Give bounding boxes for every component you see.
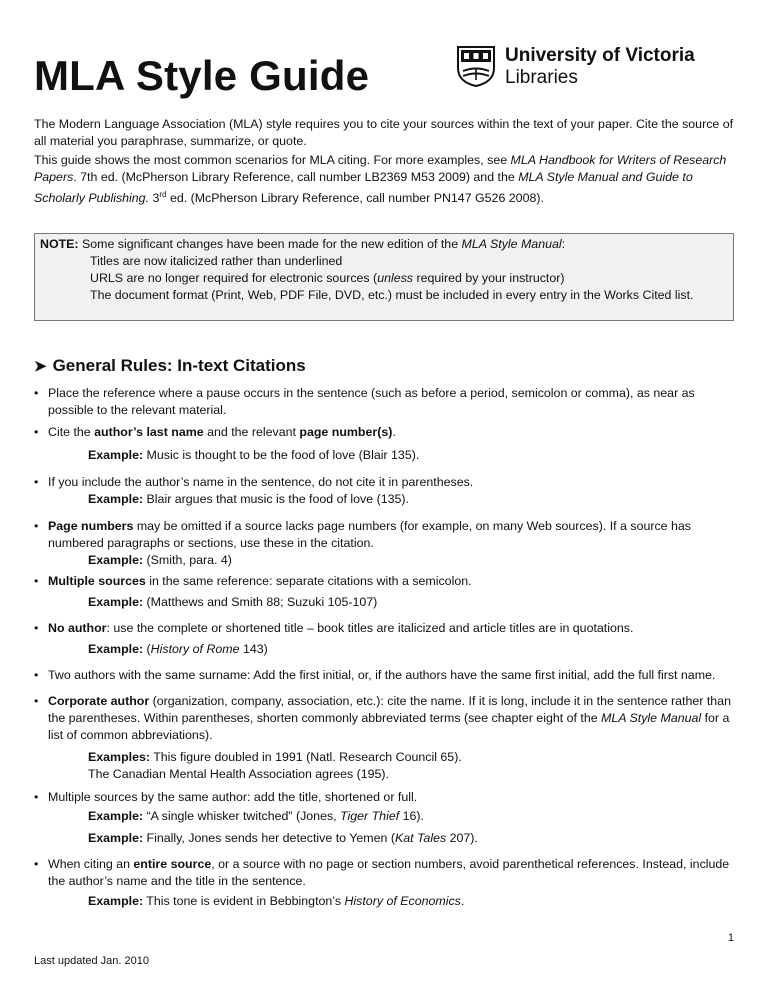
uvic-crest-icon xyxy=(455,44,497,88)
intro-paragraph-1: The Modern Language Association (MLA) style requires you to cite your sources within the text of your paper. Cite the source of all material you paraphrase, summarize, or quote. xyxy=(34,117,734,148)
example-line: Example: (History of Rome 143) xyxy=(88,642,268,656)
intro-paragraph-2: This guide shows the most common scenarios for MLA citing. For more examples, see MLA Handbook for Writers of Research Papers. 7th ed. (McPherson Library Reference, call number LB2369 M53 2009) and the MLA Style Manual and Guide to Scholarly Publishing. 3rd ed. (McPherson Library Reference, call number PN147 G526 2008). xyxy=(34,153,727,206)
note-line-3: The document format (Print, Web, PDF File, DVD, etc.) must be included in every entry in the Works Cited list. xyxy=(90,288,694,302)
bullet-icon: • xyxy=(34,668,39,682)
example-line: Example: (Matthews and Smith 88; Suzuki 105-107) xyxy=(88,595,378,609)
example-line: Examples: This figure doubled in 1991 (Natl. Research Council 65). xyxy=(88,750,462,764)
bullet-icon: • xyxy=(34,574,39,588)
example-line: The Canadian Mental Health Association agrees (195). xyxy=(88,767,389,781)
note-box xyxy=(34,233,734,321)
list-item: • Multiple sources by the same author: add the title, shortened or full. Example: “A single whisker twitched” (Jones, Tiger Thief 16). Example: Finally, Jones sends her detective to Yemen (Kat Tales 207). xyxy=(34,789,739,847)
bullet-icon: • xyxy=(34,519,39,533)
example-line: Example: Blair argues that music is the food of love (135). xyxy=(88,492,409,506)
note-line-2: URLS are no longer required for electronic sources (unless required by your instructor) xyxy=(90,271,565,285)
list-item: • When citing an entire source, or a source with no page or section numbers, avoid parenthetical references. Instead, include the author’s name and the title in the sentence. Example: This tone is evident in Bebbington’s History of Economics. xyxy=(34,856,739,910)
rules-list xyxy=(34,385,739,915)
example-line: Example: “A single whisker twitched” (Jones, Tiger Thief 16). xyxy=(88,809,424,823)
list-item: • Place the reference where a pause occurs in the sentence (such as before a period, semicolon or comma), as near as possible to the relevant material. xyxy=(34,386,695,417)
example-line: Example: This tone is evident in Bebbington’s History of Economics. xyxy=(88,894,465,908)
chevron-right-icon: ➤ xyxy=(34,358,47,375)
bullet-icon: • xyxy=(34,475,39,489)
example-line: Example: Music is thought to be the food of love (Blair 135). xyxy=(88,448,420,462)
list-item: • Cite the author’s last name and the relevant page number(s). Example: Music is thought to be the food of love (Blair 135). xyxy=(34,424,739,464)
bullet-icon: • xyxy=(34,857,39,871)
list-item: • No author: use the complete or shortened title – book titles are italicized and article titles are in quotations. Example: (History of Rome 143) xyxy=(34,620,739,658)
last-updated: Last updated Jan. 2010 xyxy=(34,955,149,967)
note-lead: NOTE: Some significant changes have been made for the new edition of the MLA Style Manual: xyxy=(40,237,566,251)
bullet-icon: • xyxy=(34,694,39,708)
example-line: Example: Finally, Jones sends her detective to Yemen (Kat Tales 207). xyxy=(88,831,478,845)
bullet-icon: • xyxy=(34,425,39,439)
list-item: • Multiple sources in the same reference: separate citations with a semicolon. Example: (Matthews and Smith 88; Suzuki 105-107) xyxy=(34,573,739,611)
note-line-1: Titles are now italicized rather than underlined xyxy=(90,254,343,268)
university-logo xyxy=(455,44,695,88)
list-item: • Corporate author (organization, company, association, etc.): cite the name. If it is long, include it in the sentence rather than the parentheses. Within parentheses, shorten commonly abbreviated terms (see chapter eight of the MLA Style Manual for a list of common abbreviations). Examples: This figure doubled in 1991 (Natl. Research Council 65). The Canadian Mental Health Association agrees (195). xyxy=(34,693,739,783)
page-number: 1 xyxy=(727,932,734,944)
list-item: • Two authors with the same surname: Add the first initial, or, if the authors have the same first initial, add the full first name. xyxy=(34,668,716,682)
bullet-icon: • xyxy=(34,621,39,635)
example-line: Example: (Smith, para. 4) xyxy=(88,553,232,567)
list-item: • Page numbers may be omitted if a source lacks page numbers (for example, on many Web sources). If a source has numbered paragraphs or sections, use these in the citation. Example: (Smith, para. 4) xyxy=(34,518,739,569)
bullet-icon: • xyxy=(34,790,39,804)
logo-subtitle: Libraries xyxy=(505,66,578,88)
section-heading: ➤ General Rules: In-text Citations xyxy=(34,356,306,375)
list-item: • If you include the author’s name in the sentence, do not cite it in parentheses. Example: Blair argues that music is the food of love (135). xyxy=(34,474,739,508)
page-title: MLA Style Guide xyxy=(34,52,370,99)
logo-name: University of Victoria xyxy=(505,44,695,66)
bullet-icon: • xyxy=(34,386,39,400)
